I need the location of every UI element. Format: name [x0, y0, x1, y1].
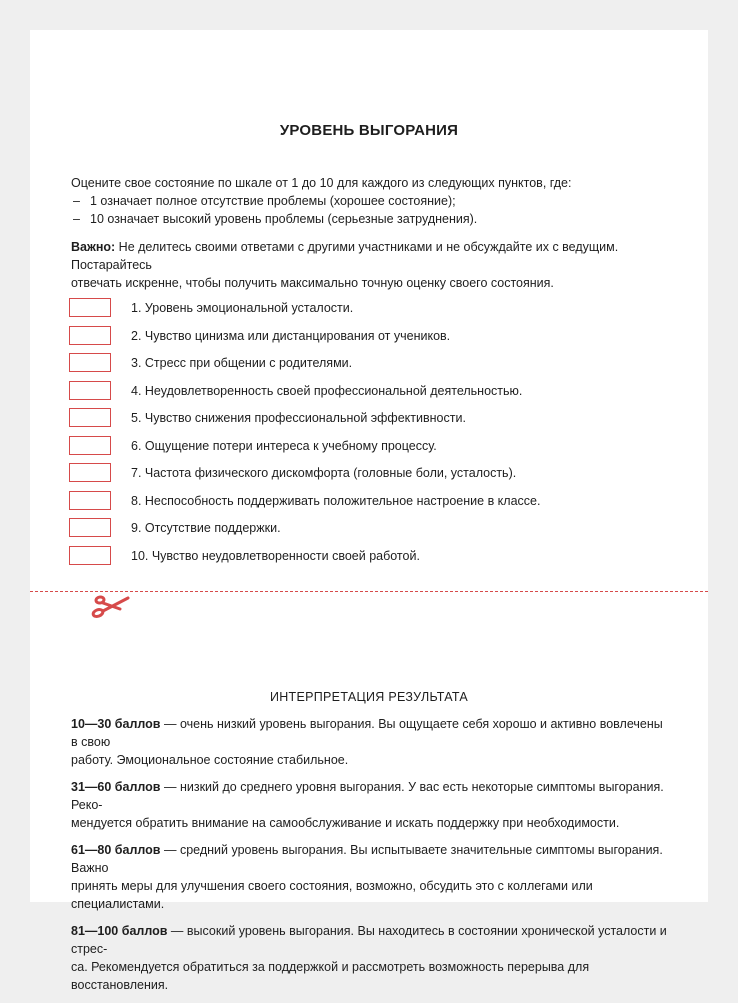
score-box[interactable]	[69, 381, 111, 400]
item-label: 8. Неспособность поддерживать положительное настроение в классе.	[131, 493, 541, 508]
list-item	[69, 546, 669, 574]
score-box[interactable]	[69, 353, 111, 372]
bullet-text: 10 означает высокий уровень проблемы (серьезные затруднения).	[90, 212, 478, 226]
list-item	[69, 518, 669, 546]
note-text: Не делитесь своими ответами с другими участниками и не обсуждайте их с ведущим. Постарайтесь	[71, 240, 619, 272]
range-text: — высокий уровень выгорания. Вы находитесь в состоянии хронической усталости и стрес-	[71, 924, 667, 956]
bullet-dash: –	[73, 212, 80, 226]
score-box[interactable]	[69, 463, 111, 482]
scissors-icon	[90, 593, 132, 621]
note-label: Важно:	[71, 240, 116, 254]
score-box[interactable]	[69, 408, 111, 427]
item-label: 2. Чувство цинизма или дистанцирования от учеников.	[131, 328, 451, 343]
item-label: 9. Отсутствие поддержки.	[131, 521, 281, 535]
questionnaire-list	[69, 298, 669, 573]
score-box[interactable]	[69, 436, 111, 455]
range-text: — низкий до среднего уровня выгорания. У вас есть некоторые симптомы выгорания. Реко-	[71, 780, 664, 812]
interpretation-range	[71, 715, 671, 769]
score-box[interactable]	[69, 546, 111, 565]
cut-line	[30, 591, 708, 592]
interpretation-section	[71, 715, 671, 1003]
item-label: 4. Неудовлетворенность своей профессиональной деятельностью.	[131, 383, 523, 398]
list-item	[69, 436, 669, 464]
bullet-dash: –	[73, 194, 80, 208]
worksheet-page	[30, 30, 708, 992]
interpretation-title: ИНТЕРПРЕТАЦИЯ РЕЗУЛЬТАТА	[269, 690, 469, 704]
item-label: 6. Ощущение потери интереса к учебному процессу.	[131, 438, 437, 453]
range-text: работу. Эмоциональное состояние стабильное.	[71, 753, 349, 767]
score-box[interactable]	[69, 518, 111, 537]
range-text: са. Рекомендуется обратиться за поддержкой и рассмотреть возможность перерыва для восстановления.	[71, 960, 590, 992]
list-item	[69, 353, 669, 381]
interpretation-range	[71, 841, 671, 913]
range-label: 10—30 баллов	[71, 717, 161, 731]
list-item	[69, 326, 669, 354]
list-item	[69, 463, 669, 491]
range-label: 61—80 баллов	[71, 843, 161, 857]
score-box[interactable]	[69, 298, 111, 317]
range-label: 81—100 баллов	[71, 924, 168, 938]
note-text: отвечать искренне, чтобы получить максимально точную оценку своего состояния.	[71, 276, 554, 290]
range-text: мендуется обратить внимание на самообслуживание и искать поддержку при необходимости.	[71, 816, 620, 830]
instructions-bullet	[71, 210, 681, 228]
list-item	[69, 408, 669, 436]
item-label: 1. Уровень эмоциональной усталости.	[131, 301, 354, 315]
item-label: 3. Стресс при общении с родителями.	[131, 356, 353, 370]
list-item	[69, 298, 669, 326]
instructions-bullet	[71, 192, 681, 210]
interpretation-range	[71, 778, 671, 832]
bullet-text: 1 означает полное отсутствие проблемы (хорошее состояние);	[90, 194, 456, 208]
page-title: УРОВЕНЬ ВЫГОРАНИЯ	[279, 122, 459, 139]
range-label: 31—60 баллов	[71, 780, 161, 794]
item-label: 10. Чувство неудовлетворенности своей работой.	[131, 548, 420, 563]
instructions-lead: Оцените свое состояние по шкале от 1 до 10 для каждого из следующих пунктов, где:	[71, 176, 572, 190]
score-box[interactable]	[69, 326, 111, 345]
instructions	[71, 174, 681, 228]
interpretation-range	[71, 922, 671, 994]
item-label: 7. Частота физического дискомфорта (головные боли, усталость).	[131, 466, 517, 480]
important-note	[71, 238, 671, 292]
score-box[interactable]	[69, 491, 111, 510]
range-text: — очень низкий уровень выгорания. Вы ощущаете себя хорошо и активно вовлечены в свою	[71, 717, 663, 749]
range-text: принять меры для улучшения своего состояния, возможно, обсудить это с коллегами или специалистами.	[71, 879, 593, 911]
list-item	[69, 381, 669, 409]
range-text: — средний уровень выгорания. Вы испытываете значительные симптомы выгорания. Важно	[71, 843, 663, 875]
list-item	[69, 491, 669, 519]
item-label: 5. Чувство снижения профессиональной эффективности.	[131, 411, 466, 425]
